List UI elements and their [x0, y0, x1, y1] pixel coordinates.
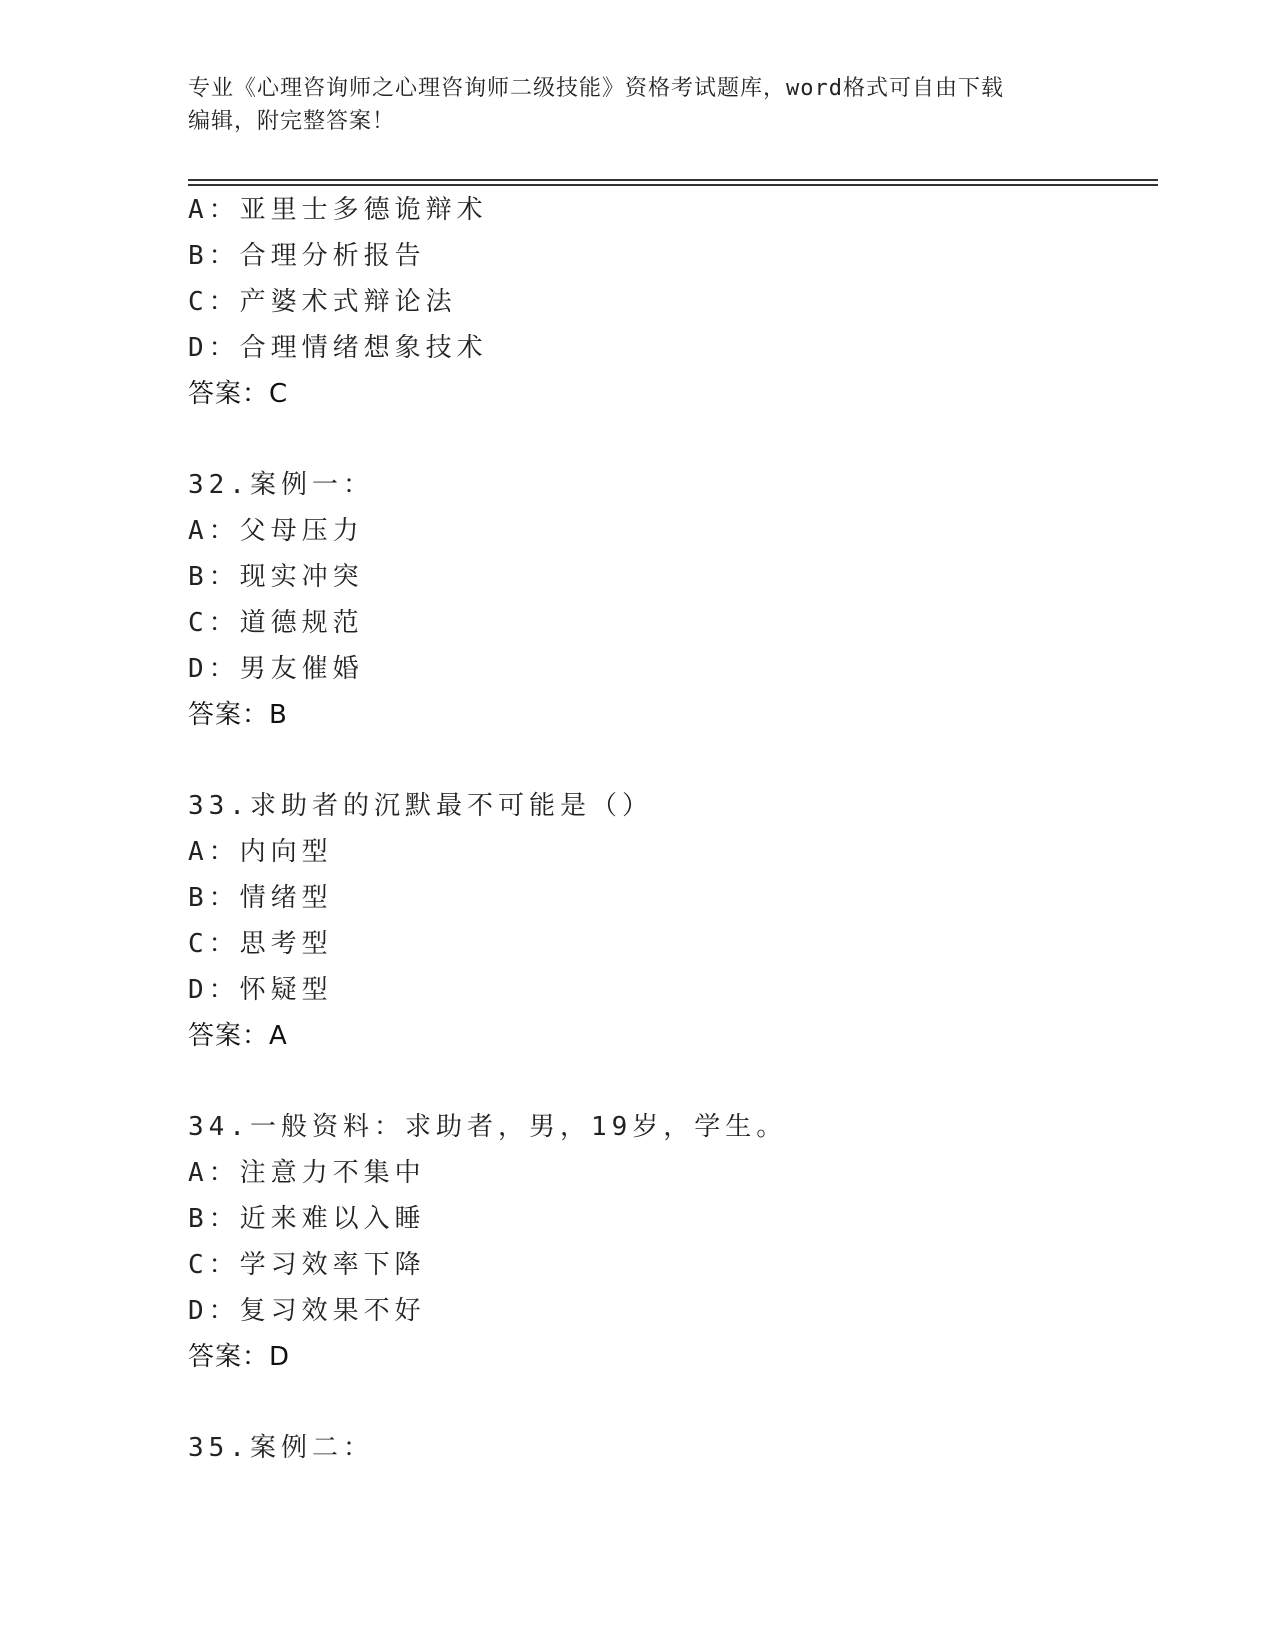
option-b: B：近来难以入睡: [188, 1204, 426, 1234]
answer-line: 答案：A: [188, 1021, 288, 1051]
question-block: [188, 783, 1158, 1059]
header-rule-bottom: [188, 184, 1158, 186]
answer-line: 答案：C: [188, 379, 289, 409]
document-header: [188, 72, 1088, 138]
option-a: A：内向型: [188, 837, 333, 867]
option-d: D：复习效果不好: [188, 1296, 426, 1326]
header-line-2: 编辑，附完整答案！: [188, 109, 396, 134]
question-block: [188, 1425, 1158, 1471]
question-stem: 34.一般资料：求助者，男，19岁，学生。: [188, 1112, 788, 1142]
option-a: A：亚里士多德诡辩术: [188, 195, 488, 225]
option-a: A：注意力不集中: [188, 1158, 426, 1188]
option-d: D：怀疑型: [188, 975, 333, 1005]
block-spacer: [188, 738, 1158, 783]
question-list: [188, 187, 1158, 1471]
option-c: C：学习效率下降: [188, 1250, 426, 1280]
block-spacer: [188, 1380, 1158, 1425]
question-block: [188, 462, 1158, 738]
block-spacer: [188, 417, 1158, 462]
option-a: A：父母压力: [188, 516, 364, 546]
question-stem: 35.案例二：: [188, 1433, 374, 1463]
option-c: C：产婆术式辩论法: [188, 287, 457, 317]
option-c: C：道德规范: [188, 608, 364, 638]
question-block: [188, 187, 1158, 417]
option-d: D：合理情绪想象技术: [188, 333, 488, 363]
header-rule-top: [188, 179, 1158, 181]
option-b: B：现实冲突: [188, 562, 364, 592]
option-d: D：男友催婚: [188, 654, 364, 684]
header-line-1: 专业《心理咨询师之心理咨询师二级技能》资格考试题库，word格式可自由下载: [188, 76, 1004, 101]
option-b: B：情绪型: [188, 883, 333, 913]
answer-line: 答案：B: [188, 700, 288, 730]
question-block: [188, 1104, 1158, 1380]
option-b: B：合理分析报告: [188, 241, 426, 271]
question-stem: 32.案例一：: [188, 470, 374, 500]
option-c: C：思考型: [188, 929, 333, 959]
question-stem: 33.求助者的沉默最不可能是（）: [188, 791, 653, 821]
block-spacer: [188, 1059, 1158, 1104]
answer-line: 答案：D: [188, 1342, 291, 1372]
